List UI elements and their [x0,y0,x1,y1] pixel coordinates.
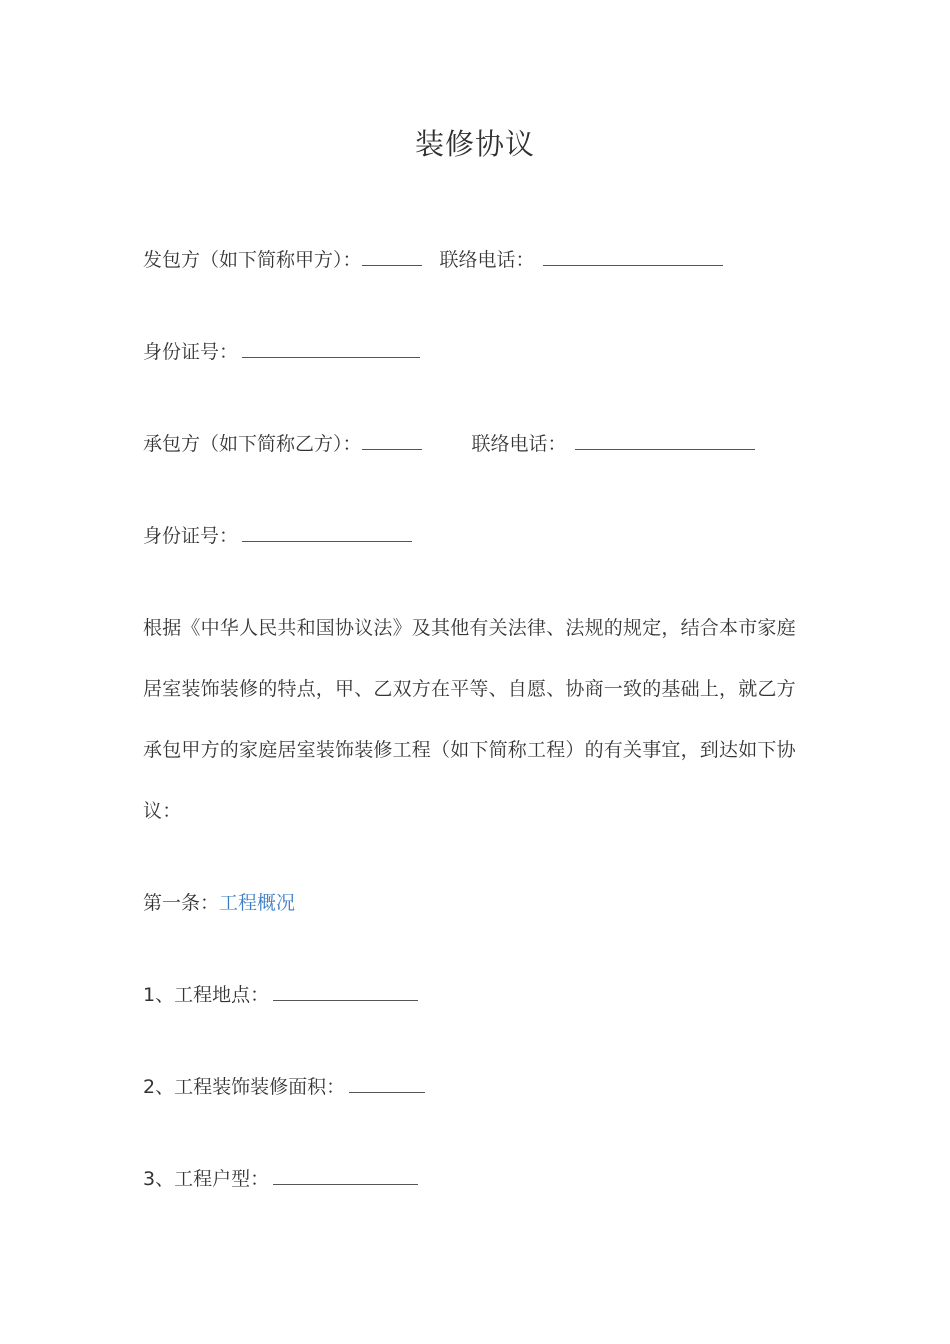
intro-line: 承包甲方的家庭居室装饰装修工程（如下简称工程）的有关事宜，到达如下协 [143,739,796,761]
intro-line: 居室装饰装修的特点，甲、乙双方在平等、自愿、协商一致的基础上，就乙方 [143,678,796,700]
item-area-label: 2、工程装饰装修面积： [143,1076,346,1098]
party-a-id-line [143,339,420,365]
party-b-phone-blank[interactable] [575,431,755,450]
article-1-heading [143,890,295,916]
party-a-id-blank[interactable] [242,339,420,358]
party-a-label: 发包方（如下简称甲方）： [143,249,362,271]
item-location-label: 1、工程地点： [143,984,270,1006]
intro-paragraph [143,598,803,842]
intro-line: 根据《中华人民共和国协议法》及其他有关法律、法规的规定，结合本市家庭 [143,617,796,639]
intro-line: 议： [143,800,182,822]
item-location-blank[interactable] [273,982,418,1001]
party-a-phone-blank[interactable] [543,247,723,266]
party-b-id-label: 身份证号： [143,525,239,547]
item-area-line [143,1074,425,1100]
item-location-line [143,982,418,1008]
article-1-prefix: 第一条： [143,892,220,914]
party-b-phone-label: 联络电话： [471,433,567,455]
item-layout-label: 3、工程户型： [143,1168,270,1190]
party-b-label: 承包方（如下简称乙方）： [143,433,362,455]
article-1-link[interactable]: 工程概况 [219,892,296,914]
item-area-blank[interactable] [349,1074,425,1093]
party-b-id-line [143,523,412,549]
party-a-name-blank[interactable] [362,247,422,266]
item-layout-line [143,1166,418,1192]
party-a-line [143,247,723,273]
document-title: 装修协议 [414,127,535,161]
party-a-phone-label: 联络电话： [439,249,535,271]
party-b-id-blank[interactable] [242,523,412,542]
party-b-name-blank[interactable] [362,431,422,450]
item-layout-blank[interactable] [273,1166,418,1185]
party-a-id-label: 身份证号： [143,341,239,363]
party-b-line [143,431,755,457]
